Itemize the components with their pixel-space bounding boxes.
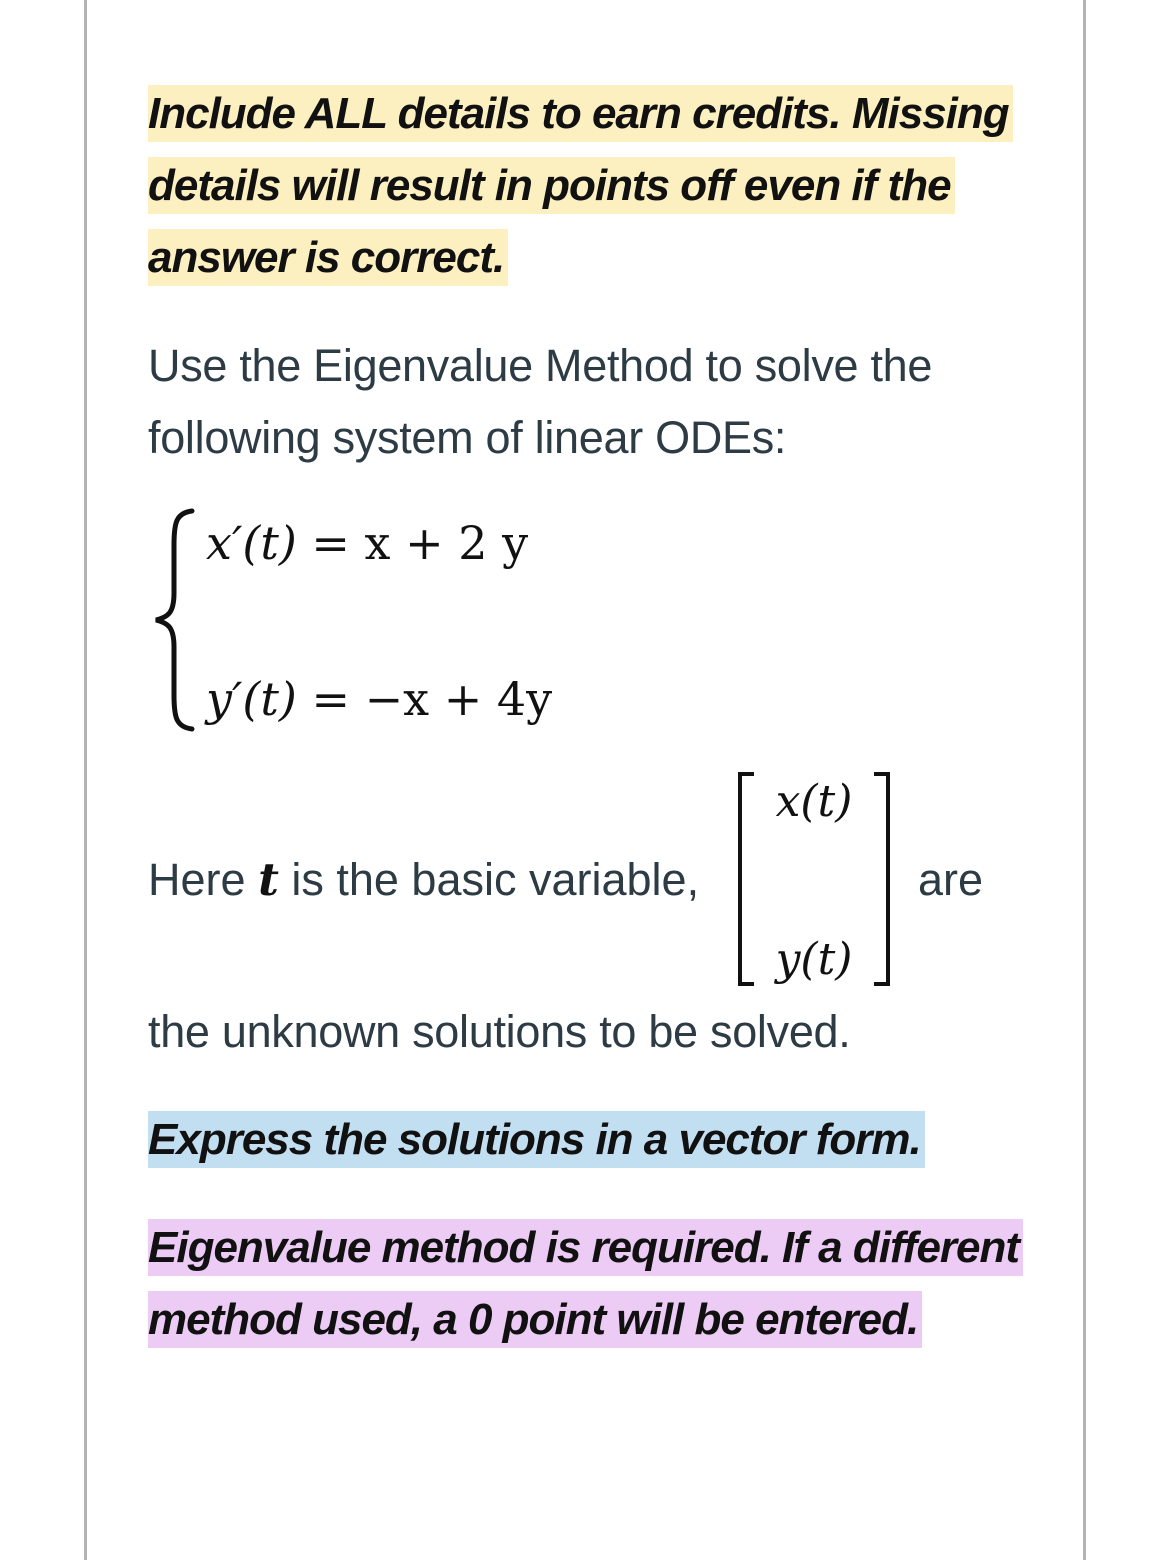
ode-system — [148, 505, 748, 735]
equation-2-lhs: y′(t) — [206, 672, 297, 726]
intro-line-2: following system of linear ODEs: — [148, 412, 787, 463]
details-notice-line-3: answer is correct. — [148, 229, 508, 286]
variables-text — [148, 844, 699, 916]
basic-variable: t — [258, 853, 279, 906]
method-notice — [148, 1212, 1023, 1356]
details-notice — [148, 78, 1013, 294]
equation-1-lhs: x′(t) — [206, 516, 297, 570]
equation-1 — [206, 513, 528, 573]
vector-form-notice — [148, 1104, 925, 1176]
details-notice-line-2: details will result in points off even if the — [148, 157, 955, 214]
left-brace-icon — [152, 505, 196, 735]
method-notice-line-1: Eigenvalue method is required. If a different — [148, 1219, 1023, 1276]
equation-2 — [206, 669, 552, 729]
equation-1-rhs: = x + 2 y — [311, 516, 529, 570]
details-notice-line-1: Include ALL details to earn credits. Missing — [148, 85, 1013, 142]
variables-line-2: the unknown solutions to be solved. — [148, 1006, 851, 1057]
intro-line-1: Use the Eigenvalue Method to solve the — [148, 340, 933, 391]
vector-entry-y: y(t) — [775, 934, 853, 985]
equation-2-rhs: = −x + 4y — [311, 672, 553, 726]
method-notice-line-2: method used, a 0 point will be entered. — [148, 1291, 922, 1348]
variables-prefix: Here — [148, 854, 246, 905]
vector-entry-x: x(t) — [775, 776, 853, 827]
variables-suffix: are — [918, 854, 984, 905]
variables-middle: is the basic variable, — [291, 854, 700, 905]
variables-description — [148, 768, 1048, 998]
intro-text — [148, 330, 932, 474]
vector-form-notice-line: Express the solutions in a vector form. — [148, 1111, 925, 1168]
solution-vector — [736, 768, 892, 990]
